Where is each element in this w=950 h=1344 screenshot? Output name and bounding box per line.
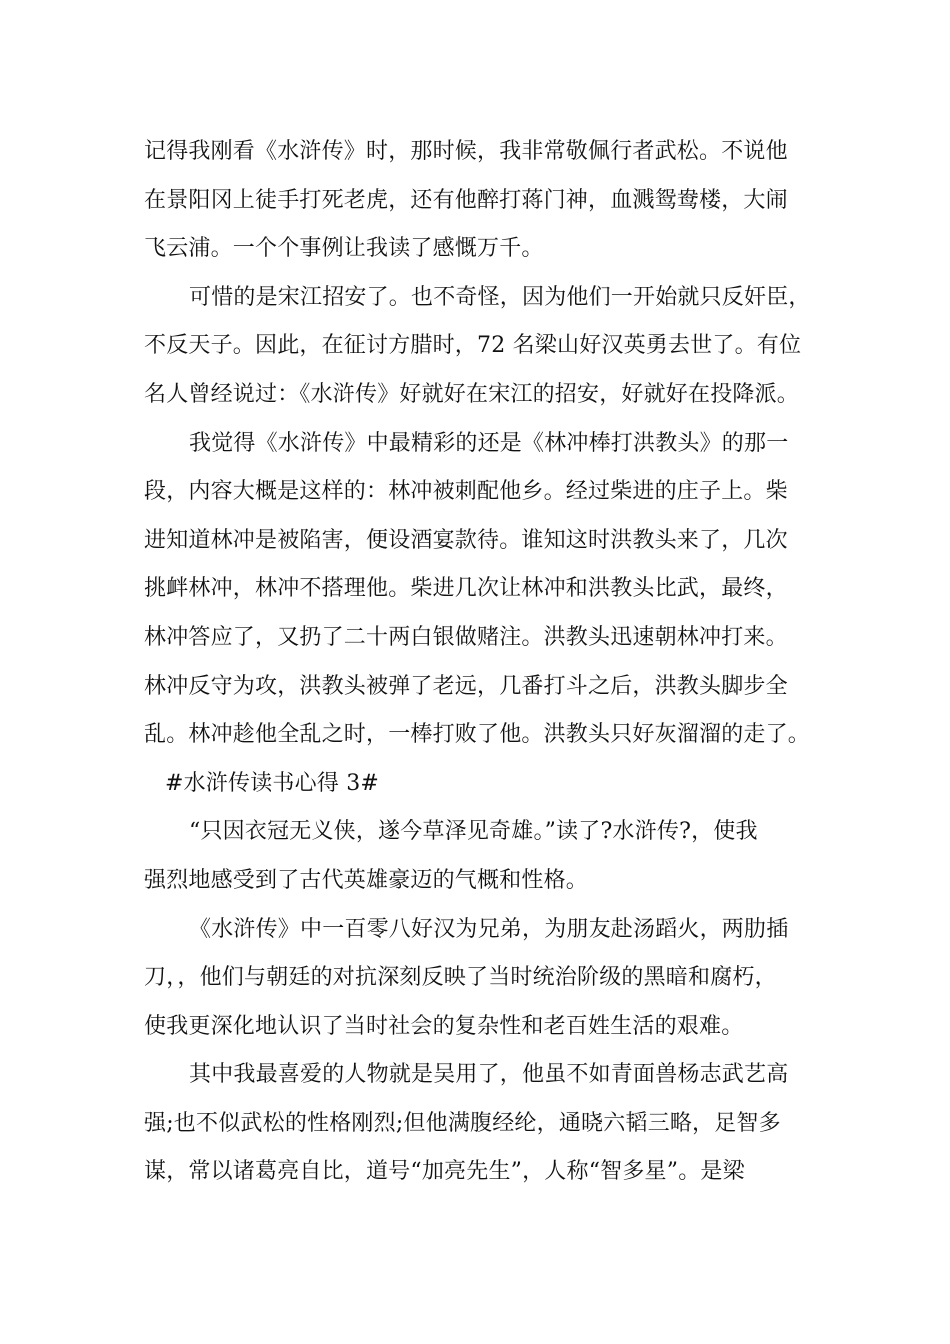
document-body bbox=[144, 128, 812, 1197]
text-line: 我觉得《水浒传》中最精彩的还是《林冲棒打洪教头》的那一 bbox=[189, 430, 789, 456]
text-line: 挑衅林冲，林冲不搭理他。柴进几次让林冲和洪教头比武，最终， bbox=[144, 576, 788, 602]
text-line: 进知道林冲是被陷害，便设酒宴款待。谁知这时洪教头来了，几次 bbox=[144, 527, 788, 553]
text-line: 乱。林冲趁他全乱之时，一棒打败了他。洪教头只好灰溜溜的走了。 bbox=[144, 722, 811, 748]
text-line: 林冲答应了，又扔了二十两白银做赌注。洪教头迅速朝林冲打来。 bbox=[144, 624, 788, 650]
text-line: 林冲反守为攻，洪教头被弹了老远，几番打斗之后，洪教头脚步全 bbox=[144, 673, 788, 699]
text-line: 刀，，他们与朝廷的对抗深刻反映了当时统治阶级的黑暗和腐朽， bbox=[144, 965, 777, 991]
text-line: 不反天子。因此，在征讨方腊时，72 名梁山好汉英勇去世了。有位 bbox=[144, 333, 802, 359]
text-line: 其中我最喜爱的人物就是吴用了，他虽不如青面兽杨志武艺高 bbox=[189, 1062, 789, 1088]
text-line: 在景阳冈上徒手打死老虎，还有他醉打蒋门神，血溅鸳鸯楼，大闹 bbox=[144, 187, 788, 213]
text-line: 段，内容大概是这样的：林冲被刺配他乡。经过柴进的庄子上。柴 bbox=[144, 479, 788, 505]
section-heading: #水浒传读书心得 3# bbox=[165, 770, 380, 796]
text-line: 谋，常以诸葛亮自比，道号“加亮先生”，人称“智多星”。是梁 bbox=[144, 1159, 745, 1185]
text-line: 《水浒传》中一百零八好汉为兄弟，为朋友赴汤蹈火，两肋插 bbox=[189, 916, 789, 942]
text-line: 名人曾经说过：《水浒传》好就好在宋江的招安，好就好在投降派。 bbox=[144, 381, 800, 407]
text-line: 强;也不似武松的性格刚烈;但他满腹经纶，通晓六韬三略，足智多 bbox=[144, 1110, 781, 1136]
text-line: 可惜的是宋江招安了。也不奇怪，因为他们一开始就只反奸臣， bbox=[189, 284, 811, 310]
text-line: 记得我刚看《水浒传》时，那时候，我非常敬佩行者武松。不说他 bbox=[144, 139, 788, 164]
text-line: 强烈地感受到了古代英雄豪迈的气概和性格。 bbox=[144, 867, 589, 893]
text-line: “只因衣冠无义侠，遂今草泽见奇雄。”读了?水浒传?，使我 bbox=[189, 819, 758, 845]
text-line: 使我更深化地认识了当时社会的复杂性和老百姓生活的艰难。 bbox=[144, 1013, 744, 1039]
text-line: 飞云浦。一个个事例让我读了感慨万千。 bbox=[144, 236, 544, 262]
